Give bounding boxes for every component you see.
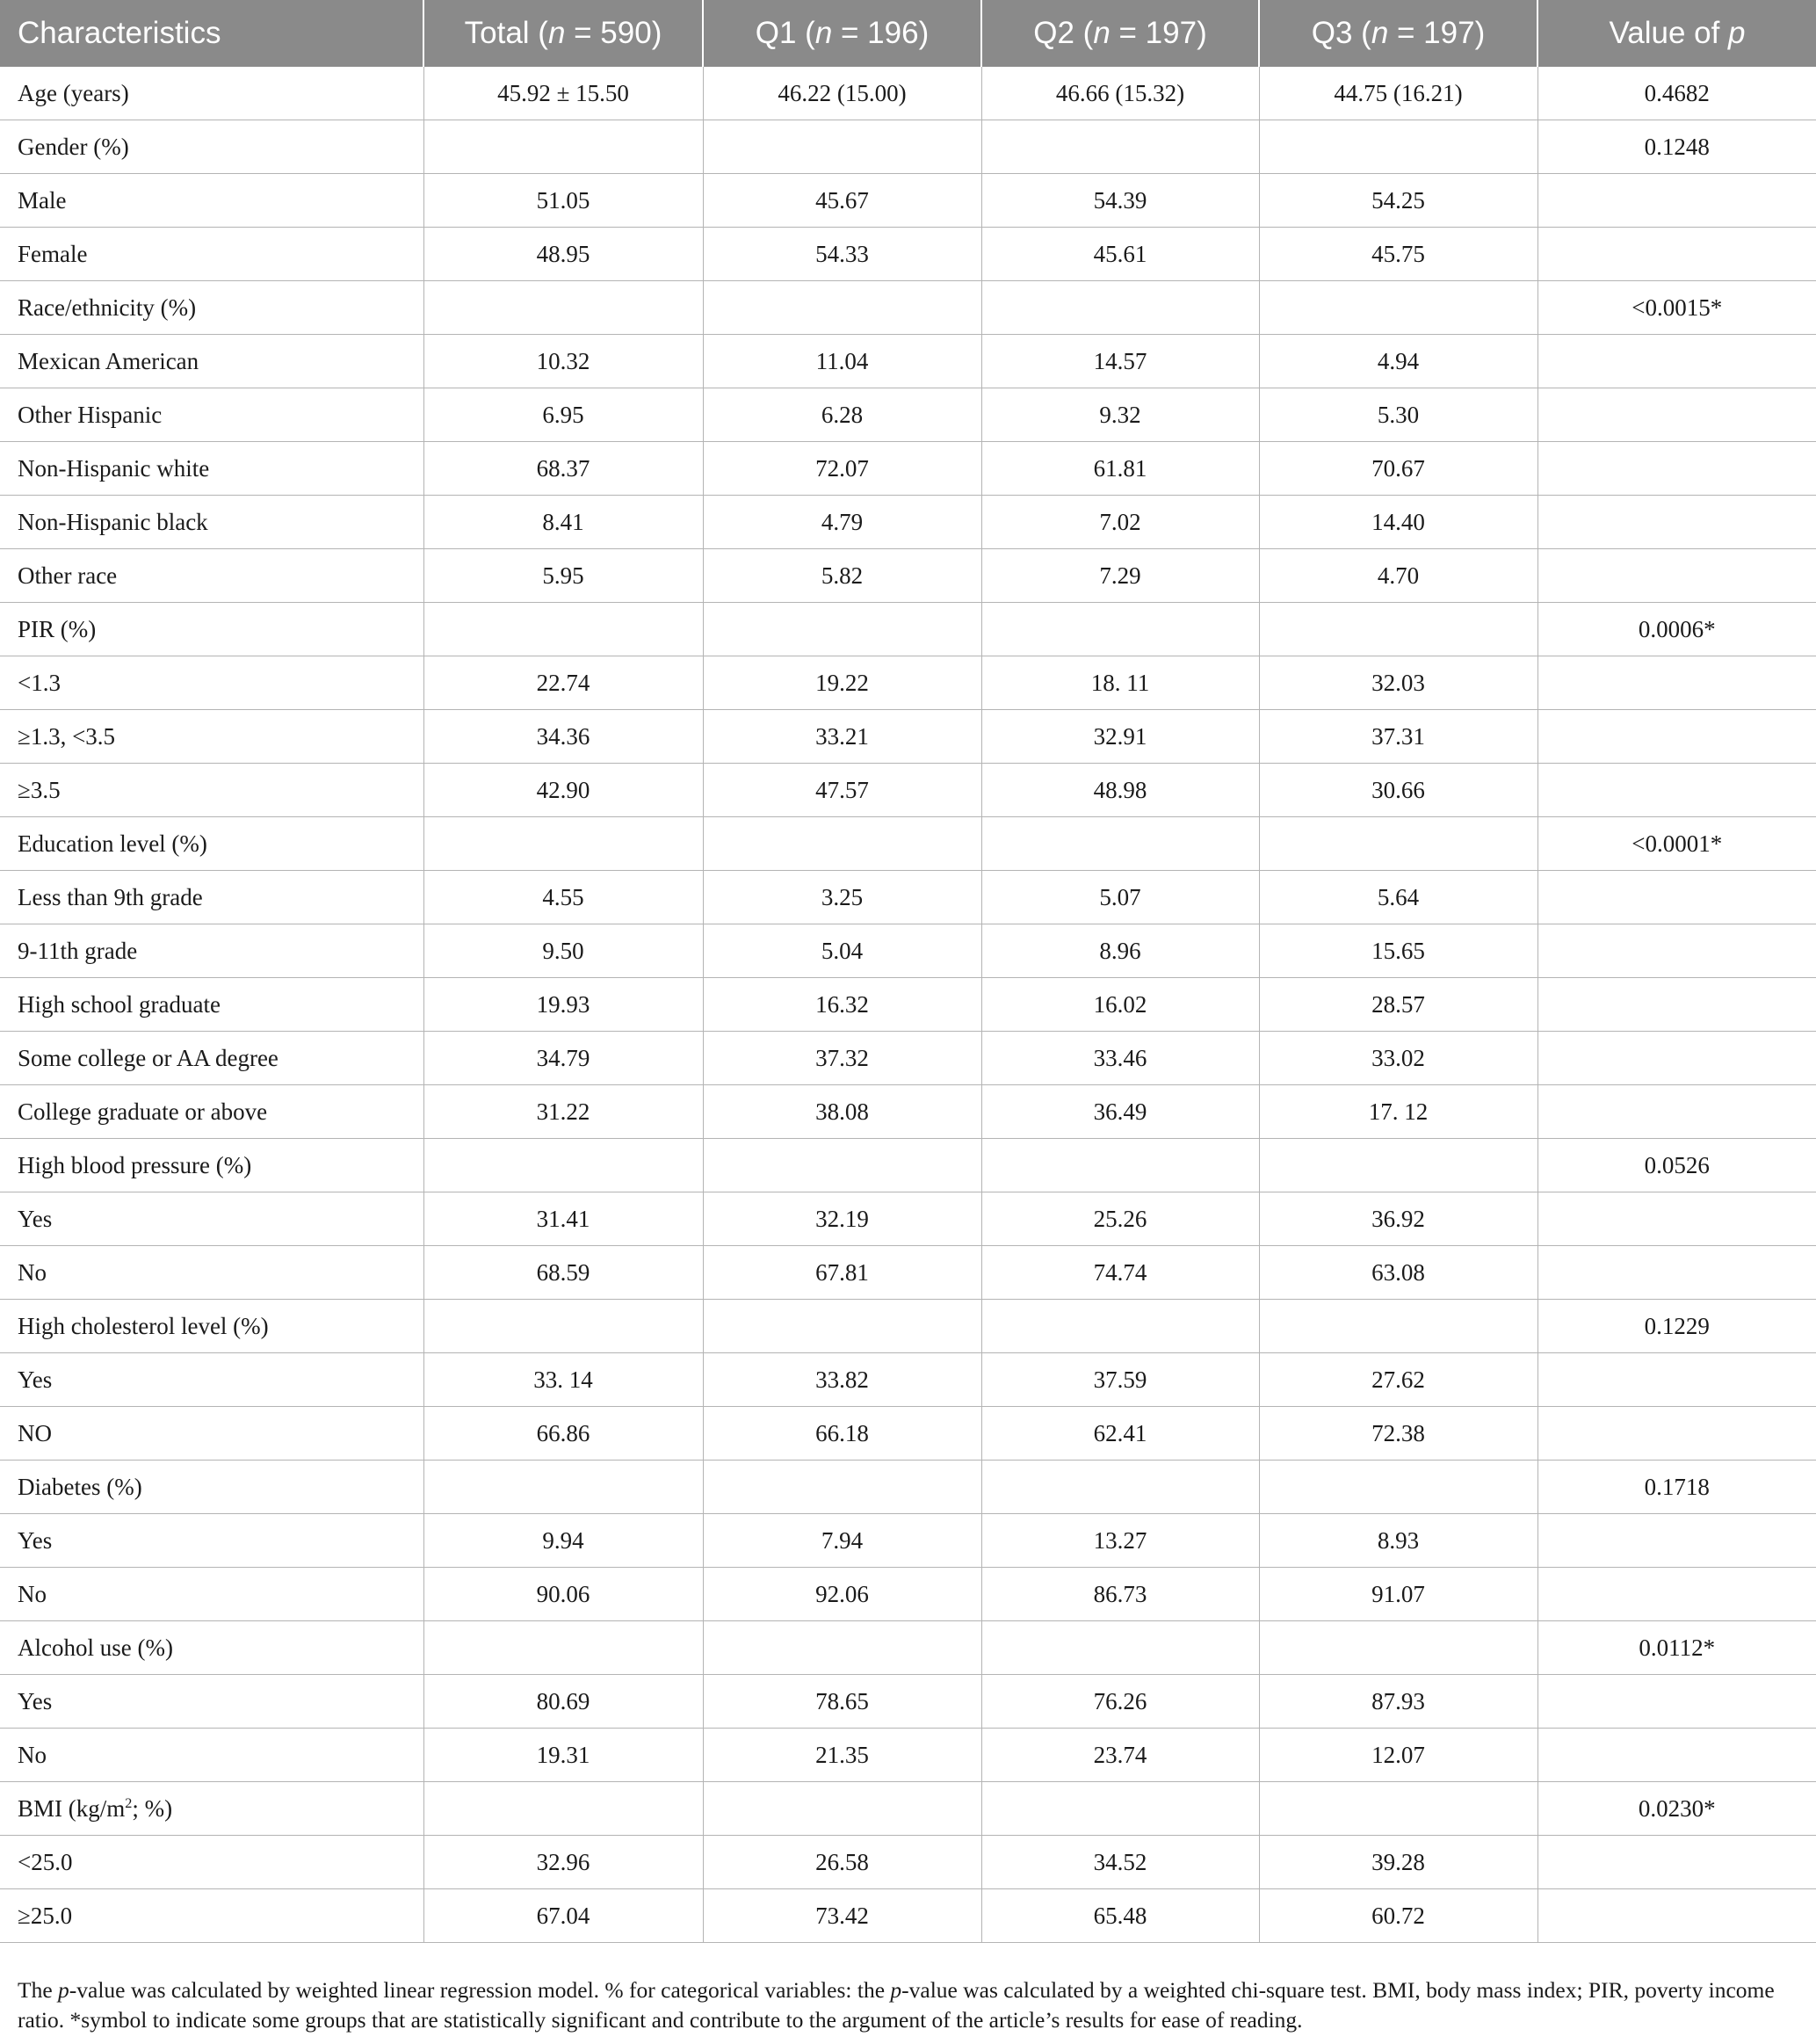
p-value-cell: 0.4682 (1537, 67, 1816, 120)
table-cell: 8.41 (423, 496, 703, 549)
table-cell: 74.74 (981, 1246, 1259, 1300)
table-row (0, 1353, 1816, 1407)
table-row (0, 1675, 1816, 1729)
table-row (0, 120, 1816, 174)
table-footnote: The p-value was calculated by weighted linear regression model. % for categorical variables: the p-value was calculated by a weighted chi-square test. BMI, body mass index; PIR, poverty income ratio. *symbol to indicate some groups that are statistically significant and contribute to the argument of the article’s results for ease of reading. (18, 1977, 1775, 2033)
row-label: Less than 9th grade (0, 871, 423, 924)
p-value-cell (1537, 335, 1816, 388)
table-cell: 48.98 (981, 764, 1259, 817)
table-cell (703, 120, 981, 174)
table-cell: 5.82 (703, 549, 981, 603)
table-row (0, 1836, 1816, 1889)
row-label: High cholesterol level (%) (0, 1300, 423, 1353)
table-cell: 13.27 (981, 1514, 1259, 1568)
table-row (0, 1085, 1816, 1139)
row-label: No (0, 1246, 423, 1300)
table-cell: 3.25 (703, 871, 981, 924)
table-cell: 34.36 (423, 710, 703, 764)
table-row (0, 1032, 1816, 1085)
row-label: Yes (0, 1514, 423, 1568)
table-cell: 33.21 (703, 710, 981, 764)
p-value-cell (1537, 1192, 1816, 1246)
table-cell: 9.50 (423, 924, 703, 978)
table-row (0, 1889, 1816, 1943)
table-cell: 78.65 (703, 1675, 981, 1729)
table-cell: 37.32 (703, 1032, 981, 1085)
table-cell (423, 281, 703, 335)
row-label: College graduate or above (0, 1085, 423, 1139)
table-cell: 92.06 (703, 1568, 981, 1621)
table-cell: 54.33 (703, 228, 981, 281)
table-cell (981, 603, 1259, 656)
table-cell: 33.46 (981, 1032, 1259, 1085)
p-value-cell (1537, 1675, 1816, 1729)
p-value-cell: 0.0006* (1537, 603, 1816, 656)
table-row (0, 496, 1816, 549)
row-label: ≥1.3, <3.5 (0, 710, 423, 764)
p-value-cell (1537, 1836, 1816, 1889)
table-cell: 4.79 (703, 496, 981, 549)
table-cell: 30.66 (1259, 764, 1537, 817)
table-cell (423, 120, 703, 174)
table-cell: 16.02 (981, 978, 1259, 1032)
p-value-cell (1537, 924, 1816, 978)
table-cell (1259, 1461, 1537, 1514)
table-cell: 65.48 (981, 1889, 1259, 1943)
table-cell: 38.08 (703, 1085, 981, 1139)
table-row (0, 1461, 1816, 1514)
row-label: Yes (0, 1192, 423, 1246)
table-cell: 33. 14 (423, 1353, 703, 1407)
table-cell: 31.22 (423, 1085, 703, 1139)
table-cell: 36.49 (981, 1085, 1259, 1139)
table-cell: 17. 12 (1259, 1085, 1537, 1139)
row-label: Other Hispanic (0, 388, 423, 442)
table-cell: 45.75 (1259, 228, 1537, 281)
table-cell: 91.07 (1259, 1568, 1537, 1621)
p-value-cell (1537, 978, 1816, 1032)
table-cell (423, 817, 703, 871)
table-row (0, 67, 1816, 120)
table-cell: 67.04 (423, 1889, 703, 1943)
table-cell: 39.28 (1259, 1836, 1537, 1889)
table-cell: 9.32 (981, 388, 1259, 442)
table-cell: 7.94 (703, 1514, 981, 1568)
p-value-cell: 0.1229 (1537, 1300, 1816, 1353)
table-cell: 5.07 (981, 871, 1259, 924)
table-cell (981, 1782, 1259, 1836)
table-cell: 18. 11 (981, 656, 1259, 710)
table-cell: 60.72 (1259, 1889, 1537, 1943)
table-row (0, 442, 1816, 496)
table-cell: 68.37 (423, 442, 703, 496)
table-cell: 33.02 (1259, 1032, 1537, 1085)
p-value-cell (1537, 710, 1816, 764)
table-cell: 80.69 (423, 1675, 703, 1729)
table-cell: 87.93 (1259, 1675, 1537, 1729)
row-label: Yes (0, 1675, 423, 1729)
table-row (0, 549, 1816, 603)
table-cell: 42.90 (423, 764, 703, 817)
table-cell (981, 1461, 1259, 1514)
row-label: Non-Hispanic black (0, 496, 423, 549)
table-cell: 32.03 (1259, 656, 1537, 710)
table-cell: 34.52 (981, 1836, 1259, 1889)
table-row (0, 1568, 1816, 1621)
p-value-cell (1537, 228, 1816, 281)
table-cell (1259, 1139, 1537, 1192)
table-cell: 63.08 (1259, 1246, 1537, 1300)
table-cell (423, 1300, 703, 1353)
table-cell (981, 1139, 1259, 1192)
table-cell: 90.06 (423, 1568, 703, 1621)
table-cell: 62.41 (981, 1407, 1259, 1461)
table-cell: 36.92 (1259, 1192, 1537, 1246)
table-cell: 5.30 (1259, 388, 1537, 442)
table-row (0, 978, 1816, 1032)
table-cell: 5.64 (1259, 871, 1537, 924)
table-row (0, 1729, 1816, 1782)
row-label: Male (0, 174, 423, 228)
row-label: Other race (0, 549, 423, 603)
table-cell: 44.75 (16.21) (1259, 67, 1537, 120)
table-cell: 48.95 (423, 228, 703, 281)
p-value-cell (1537, 1085, 1816, 1139)
table-row (0, 924, 1816, 978)
column-header-characteristics: Characteristics (0, 0, 423, 67)
table-cell (423, 603, 703, 656)
table-cell (423, 1461, 703, 1514)
table-cell: 76.26 (981, 1675, 1259, 1729)
table-cell (703, 1461, 981, 1514)
row-label: No (0, 1729, 423, 1782)
table-row (0, 1246, 1816, 1300)
table-cell (703, 603, 981, 656)
table-cell: 8.96 (981, 924, 1259, 978)
p-value-cell: 0.1248 (1537, 120, 1816, 174)
table-cell: 54.25 (1259, 174, 1537, 228)
p-value-cell (1537, 1246, 1816, 1300)
row-label: No (0, 1568, 423, 1621)
table-row (0, 1407, 1816, 1461)
p-value-cell (1537, 1353, 1816, 1407)
table-cell: 45.67 (703, 174, 981, 228)
table-row (0, 1621, 1816, 1675)
table-row (0, 871, 1816, 924)
table-cell: 70.67 (1259, 442, 1537, 496)
table-cell (423, 1782, 703, 1836)
table-cell: 14.40 (1259, 496, 1537, 549)
table-cell: 61.81 (981, 442, 1259, 496)
row-label: Diabetes (%) (0, 1461, 423, 1514)
p-value-cell (1537, 656, 1816, 710)
table-cell: 8.93 (1259, 1514, 1537, 1568)
table-cell: 32.96 (423, 1836, 703, 1889)
column-header-5: Value of p (1537, 0, 1816, 67)
table-cell: 45.61 (981, 228, 1259, 281)
p-value-cell (1537, 1514, 1816, 1568)
table-cell: 19.22 (703, 656, 981, 710)
table-cell: 26.58 (703, 1836, 981, 1889)
p-value-cell (1537, 1729, 1816, 1782)
p-value-cell: 0.0112* (1537, 1621, 1816, 1675)
table-cell: 32.19 (703, 1192, 981, 1246)
table-row (0, 388, 1816, 442)
table-cell: 12.07 (1259, 1729, 1537, 1782)
table-cell (981, 817, 1259, 871)
row-label: Race/ethnicity (%) (0, 281, 423, 335)
table-cell (423, 1139, 703, 1192)
row-label: Gender (%) (0, 120, 423, 174)
table-row (0, 817, 1816, 871)
row-label: NO (0, 1407, 423, 1461)
table-row (0, 1300, 1816, 1353)
p-value-cell (1537, 549, 1816, 603)
table-cell: 19.93 (423, 978, 703, 1032)
column-header-1: Total (n = 590) (423, 0, 703, 67)
row-label: Mexican American (0, 335, 423, 388)
table-cell: 37.59 (981, 1353, 1259, 1407)
table-cell: 21.35 (703, 1729, 981, 1782)
table-cell (981, 1621, 1259, 1675)
table-cell: 72.38 (1259, 1407, 1537, 1461)
p-value-cell (1537, 1407, 1816, 1461)
table-row (0, 1192, 1816, 1246)
row-label: Alcohol use (%) (0, 1621, 423, 1675)
row-label: Non-Hispanic white (0, 442, 423, 496)
p-value-cell: <0.0001* (1537, 817, 1816, 871)
table-cell: 7.02 (981, 496, 1259, 549)
table-cell: 4.70 (1259, 549, 1537, 603)
table-cell (703, 817, 981, 871)
table-cell (981, 281, 1259, 335)
table-cell: 51.05 (423, 174, 703, 228)
table-row (0, 335, 1816, 388)
p-value-cell (1537, 442, 1816, 496)
table-body (0, 67, 1816, 1943)
table-cell: 16.32 (703, 978, 981, 1032)
column-header-3: Q2 (n = 197) (981, 0, 1259, 67)
p-value-cell (1537, 1568, 1816, 1621)
table-cell (981, 120, 1259, 174)
table-row (0, 656, 1816, 710)
table-header (0, 0, 1816, 67)
table-cell: 67.81 (703, 1246, 981, 1300)
header-row (0, 0, 1816, 67)
table-cell: 14.57 (981, 335, 1259, 388)
table-cell: 46.66 (15.32) (981, 67, 1259, 120)
row-label: <1.3 (0, 656, 423, 710)
row-label: 9-11th grade (0, 924, 423, 978)
table-cell (423, 1621, 703, 1675)
table-cell (703, 1782, 981, 1836)
table-cell: 28.57 (1259, 978, 1537, 1032)
table-row (0, 281, 1816, 335)
p-value-cell: 0.1718 (1537, 1461, 1816, 1514)
column-header-2: Q1 (n = 196) (703, 0, 981, 67)
table-cell: 32.91 (981, 710, 1259, 764)
table-cell: 11.04 (703, 335, 981, 388)
row-label: ≥25.0 (0, 1889, 423, 1943)
table-cell: 4.55 (423, 871, 703, 924)
table-cell: 46.22 (15.00) (703, 67, 981, 120)
table-cell (1259, 817, 1537, 871)
table-cell (1259, 120, 1537, 174)
table-cell: 86.73 (981, 1568, 1259, 1621)
table-cell: 6.28 (703, 388, 981, 442)
table-row (0, 603, 1816, 656)
table-cell: 7.29 (981, 549, 1259, 603)
table-cell: 23.74 (981, 1729, 1259, 1782)
row-label: Age (years) (0, 67, 423, 120)
p-value-cell: <0.0015* (1537, 281, 1816, 335)
table-cell: 10.32 (423, 335, 703, 388)
table-cell: 72.07 (703, 442, 981, 496)
table-cell: 47.57 (703, 764, 981, 817)
table-cell: 31.41 (423, 1192, 703, 1246)
p-value-cell (1537, 496, 1816, 549)
row-label: Yes (0, 1353, 423, 1407)
column-header-4: Q3 (n = 197) (1259, 0, 1537, 67)
p-value-cell (1537, 388, 1816, 442)
table-cell: 66.18 (703, 1407, 981, 1461)
table-row (0, 174, 1816, 228)
table-row (0, 1514, 1816, 1568)
table-cell (1259, 1621, 1537, 1675)
row-label: <25.0 (0, 1836, 423, 1889)
p-value-cell (1537, 1889, 1816, 1943)
table-cell: 27.62 (1259, 1353, 1537, 1407)
p-value-cell (1537, 871, 1816, 924)
row-label: High blood pressure (%) (0, 1139, 423, 1192)
table-cell: 5.04 (703, 924, 981, 978)
table-cell (1259, 1782, 1537, 1836)
table-cell: 66.86 (423, 1407, 703, 1461)
table-cell: 22.74 (423, 656, 703, 710)
table-cell: 25.26 (981, 1192, 1259, 1246)
table-row (0, 1139, 1816, 1192)
row-label: ≥3.5 (0, 764, 423, 817)
table-cell: 6.95 (423, 388, 703, 442)
row-label: PIR (%) (0, 603, 423, 656)
table-cell: 33.82 (703, 1353, 981, 1407)
row-label: Female (0, 228, 423, 281)
p-value-cell (1537, 1032, 1816, 1085)
table-cell: 45.92 ± 15.50 (423, 67, 703, 120)
table-row (0, 764, 1816, 817)
table-cell (703, 1300, 981, 1353)
table-cell: 19.31 (423, 1729, 703, 1782)
table-cell: 54.39 (981, 174, 1259, 228)
table-row (0, 228, 1816, 281)
table-row (0, 1782, 1816, 1836)
table-cell: 68.59 (423, 1246, 703, 1300)
p-value-cell: 0.0230* (1537, 1782, 1816, 1836)
p-value-cell (1537, 764, 1816, 817)
table-cell: 4.94 (1259, 335, 1537, 388)
row-label: Education level (%) (0, 817, 423, 871)
table-cell (1259, 1300, 1537, 1353)
table-cell (703, 1621, 981, 1675)
table-cell (703, 281, 981, 335)
table-cell: 9.94 (423, 1514, 703, 1568)
table-cell: 15.65 (1259, 924, 1537, 978)
table-cell (1259, 281, 1537, 335)
row-label: High school graduate (0, 978, 423, 1032)
table-cell (1259, 603, 1537, 656)
row-label: Some college or AA degree (0, 1032, 423, 1085)
table-cell: 34.79 (423, 1032, 703, 1085)
table-cell (703, 1139, 981, 1192)
table-cell: 5.95 (423, 549, 703, 603)
table-row (0, 710, 1816, 764)
table-cell: 37.31 (1259, 710, 1537, 764)
row-label: BMI ($kg/m^2$; %) (0, 1782, 423, 1836)
p-value-cell: 0.0526 (1537, 1139, 1816, 1192)
table-cell (981, 1300, 1259, 1353)
table-cell: 73.42 (703, 1889, 981, 1943)
p-value-cell (1537, 174, 1816, 228)
